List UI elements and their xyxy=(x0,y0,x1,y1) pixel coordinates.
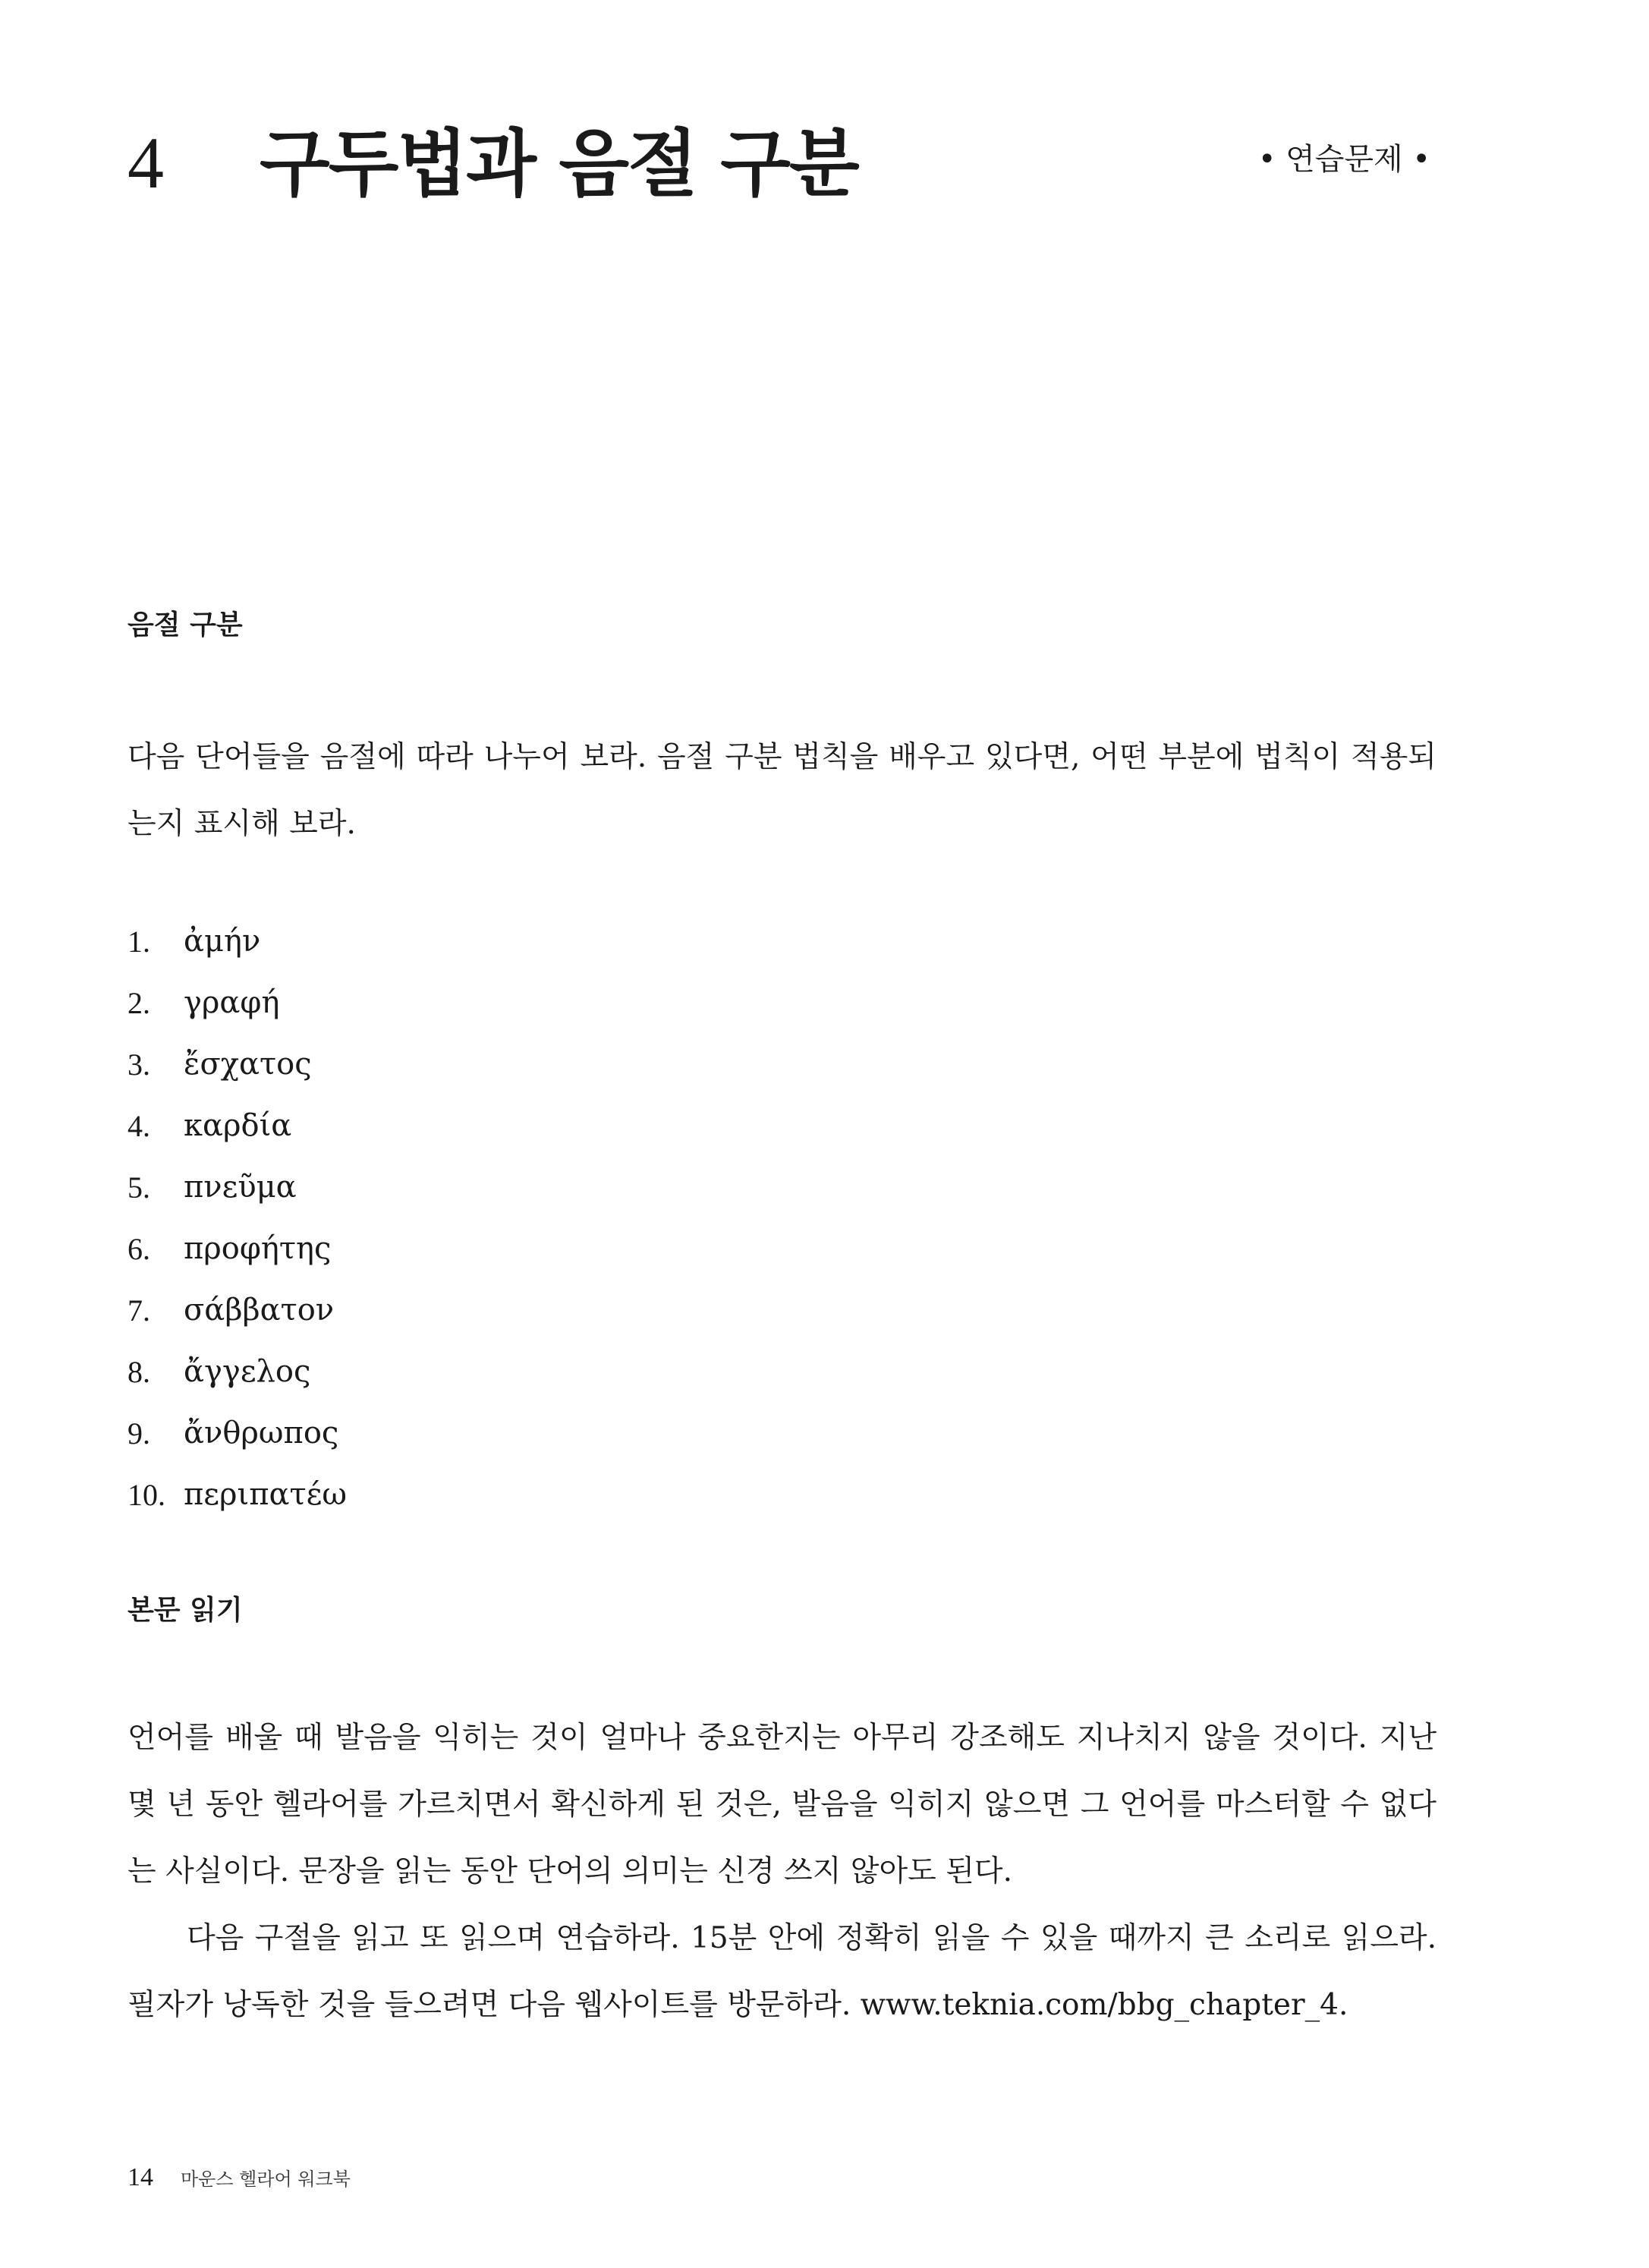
list-item xyxy=(127,1280,347,1341)
syllable-instruction: 다음 단어들을 음절에 따라 나누어 보라. 음절 구분 법칙을 배우고 있다면, 어떤 부분에 법칙이 적용되는지 표시해 보라. xyxy=(127,740,1437,841)
greek-word: καρδία xyxy=(184,1108,292,1143)
greek-word: περιπατέω xyxy=(184,1477,347,1512)
greek-word: ἀμήν xyxy=(184,924,261,959)
item-number: 9. xyxy=(127,1416,150,1451)
page-number: 14 xyxy=(127,2163,153,2191)
list-item xyxy=(127,1403,347,1464)
item-number: 2. xyxy=(127,986,150,1020)
item-number: 5. xyxy=(127,1170,150,1205)
item-number: 6. xyxy=(127,1232,150,1266)
item-number: 3. xyxy=(127,1047,150,1082)
exercise-label: • 연습문제 • xyxy=(1257,142,1430,177)
list-item xyxy=(127,1095,347,1157)
chapter-number: 4 xyxy=(127,122,164,203)
page-footer xyxy=(127,2163,351,2192)
greek-word: γραφή xyxy=(184,985,280,1020)
list-item xyxy=(127,1218,347,1280)
greek-word: σάββατον xyxy=(184,1293,335,1328)
book-title: 마운스 헬라어 워크북 xyxy=(181,2169,351,2190)
item-number: 7. xyxy=(127,1293,150,1328)
chapter-title: 구두법과 음절 구분 xyxy=(260,121,858,206)
greek-word: ἄνθρωπος xyxy=(184,1416,339,1451)
section-heading-syllables: 음절 구분 xyxy=(127,610,243,641)
reading-paragraph-2: 다음 구절을 읽고 또 읽으며 연습하라. 15분 안에 정확히 읽을 수 있을 때까지 큰 소리로 읽으라. 필자가 낭독한 것을 들으려면 다음 웹사이트를 방문하라. www.teknia.com/bbg_chapter_4. xyxy=(127,1921,1437,2022)
item-number: 4. xyxy=(127,1109,150,1143)
list-item xyxy=(127,1341,347,1403)
greek-word: ἄγγελος xyxy=(184,1354,311,1389)
list-item xyxy=(127,1464,347,1526)
section-heading-reading: 본문 읽기 xyxy=(127,1595,243,1626)
reading-paragraph-1: 언어를 배울 때 발음을 익히는 것이 얼마나 중요한지는 아무리 강조해도 지나치지 않을 것이다. 지난 몇 년 동안 헬라어를 가르치면서 확신하게 된 것은, 발음을 익히지 않으면 그 언어를 마스터할 수 없다는 사실이다. 문장을 읽는 동안 단어의 의미는 신경 쓰지 않아도 된다. xyxy=(127,1721,1437,1888)
list-item xyxy=(127,911,347,972)
greek-word: πνεῦμα xyxy=(184,1170,297,1205)
greek-word: ἔσχατος xyxy=(184,1047,312,1082)
item-number: 1. xyxy=(127,925,150,959)
item-number: 10. xyxy=(127,1478,165,1512)
list-item xyxy=(127,1157,347,1218)
greek-word: προφήτης xyxy=(184,1231,332,1266)
list-item xyxy=(127,972,347,1034)
item-number: 8. xyxy=(127,1355,150,1389)
greek-word-list xyxy=(127,911,347,1526)
list-item xyxy=(127,1034,347,1095)
